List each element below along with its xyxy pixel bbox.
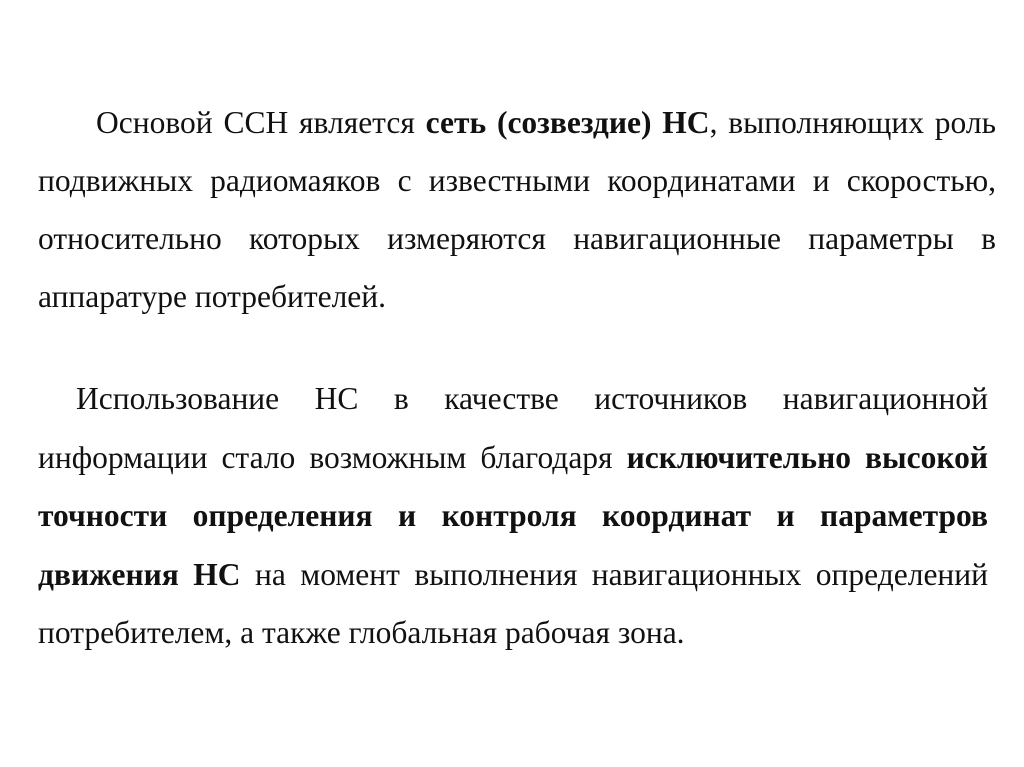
paragraph-2-text-end: на момент выполнения навигационных определений потребителем, а также глобальная рабочая зона. [38,556,988,650]
paragraph-1-bold-term: сеть (созвездие) НС [425,105,710,140]
paragraph-2-bold-term: исключительно высокой точности определения и контроля координат и параметров движения НС [38,439,988,592]
paragraph-2-text-start: Использование НС в качестве источников навигационной информации стало возможным благодаря [38,381,988,475]
paragraph-1-text-start: Основой ССН является [96,105,426,140]
paragraph-constellation [38,94,996,326]
paragraph-usage [38,370,988,663]
paragraph-1-text-end: , выполняющих роль подвижных радиомаяков с известными координатами и скоростью, относительно которых измеряются навигационные параметры в аппаратуре потребителей. [38,105,996,314]
